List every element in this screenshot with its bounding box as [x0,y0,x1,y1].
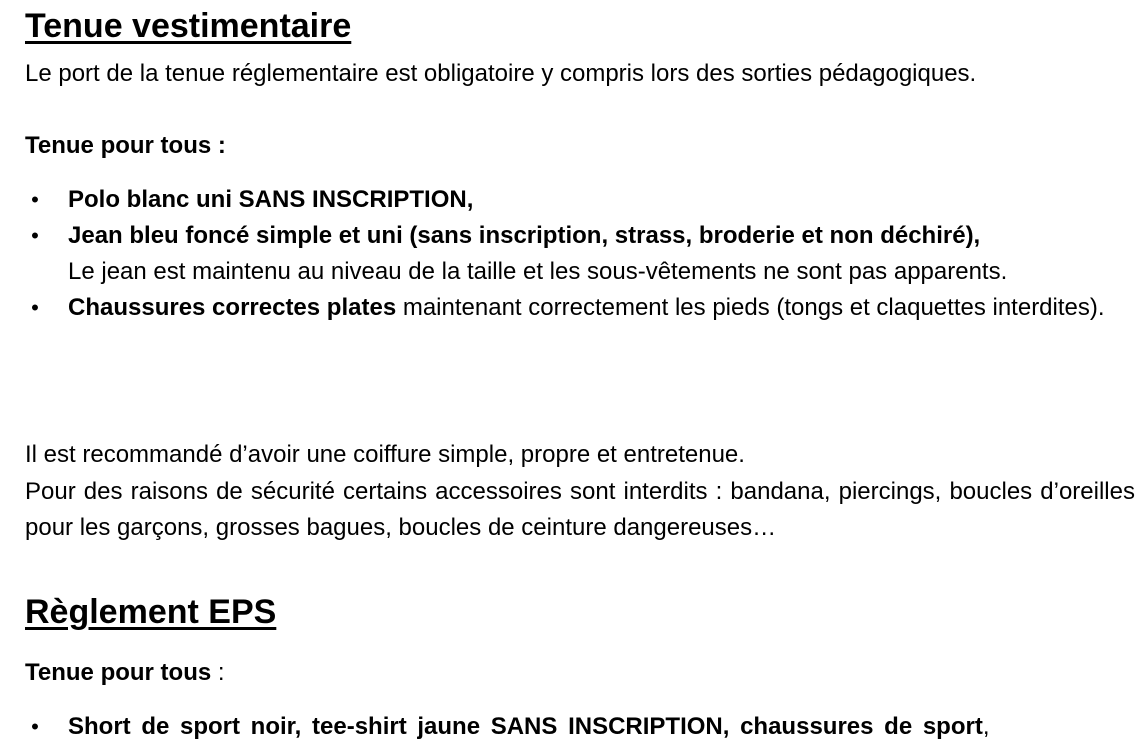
list-item-polo [25,182,1135,218]
list-item-short [25,709,1135,745]
item-jean-text: Le jean est maintenu au niveau de la taille et les sous-vêtements ne sont pas apparents. [68,258,1008,285]
dress-code-list [25,182,1135,326]
item-polo-bold: Polo blanc uni SANS INSCRIPTION, [68,186,474,213]
item-short-bold: Short de sport noir, tee-shirt jaune SANS INSCRIPTION, chaussures de sport [68,713,983,740]
intro-paragraph: Le port de la tenue réglementaire est obligatoire y compris lors des sorties pédagogiques. [25,60,977,87]
eps-list [25,709,1135,745]
coiffure-paragraph: Il est recommandé d’avoir une coiffure simple, propre et entretenue. [25,441,745,468]
item-chaussures-text: maintenant correctement les pieds (tongs et claquettes interdites). [402,294,1105,321]
subtitle-eps-tenue [25,655,225,691]
subtitle-eps-colon: : [211,659,225,686]
list-item-chaussures [25,290,1135,326]
subtitle-eps-bold: Tenue pour tous [25,659,212,686]
subtitle-tenue-pour-tous: Tenue pour tous : [25,132,226,159]
bullet-icon: • [31,223,39,248]
bullet-icon: • [31,714,39,739]
bullet-icon: • [31,187,39,212]
list-item-jean [25,218,1135,290]
section-title-eps: Règlement EPS [25,593,277,631]
item-jean-bold: Jean bleu foncé simple et uni (sans inscription, strass, broderie et non déchiré), [68,222,981,249]
item-chaussures-bold: Chaussures correctes plates [68,294,397,321]
bullet-icon: • [31,295,39,320]
item-short-text: , [982,713,990,740]
securite-paragraph: Pour des raisons de sécurité certains accessoires sont interdits : bandana, piercings, boucles d’oreilles pour les garçons, grosses bagues, boucles de ceinture dangereuses… [25,478,1135,541]
section-title-tenue: Tenue vestimentaire [25,7,352,45]
